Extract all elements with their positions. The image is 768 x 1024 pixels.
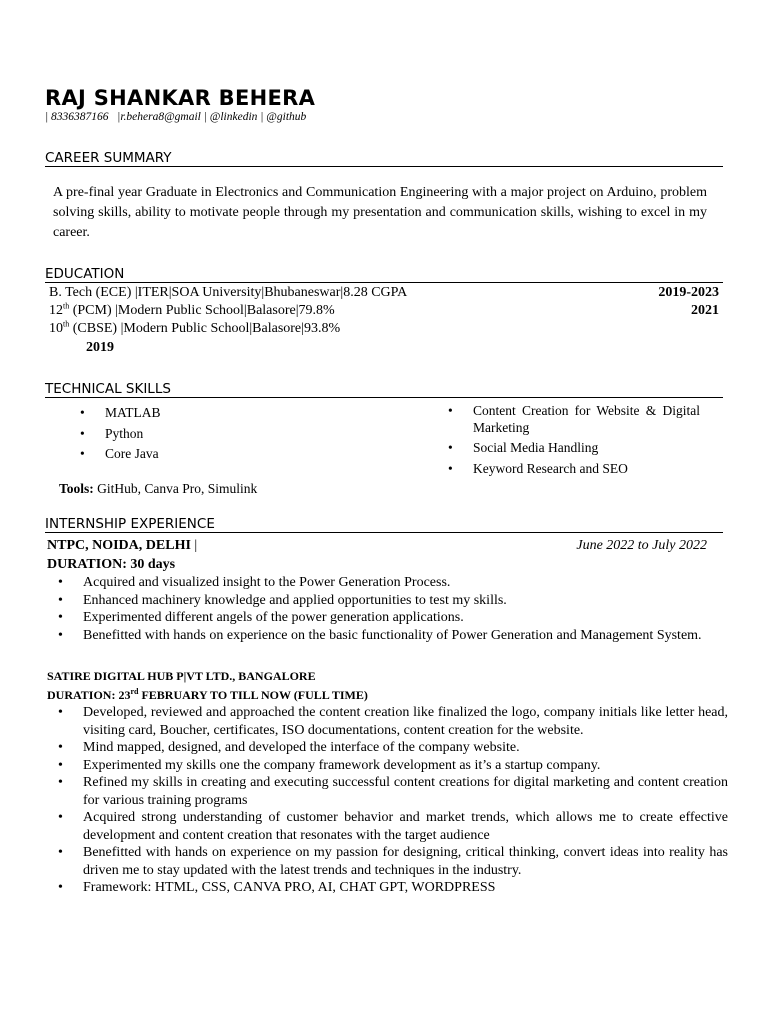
section-heading-education: EDUCATION: [45, 267, 723, 283]
ntpc-duration: DURATION: 30 days: [47, 557, 176, 572]
point-text: Benefitted with hands on experience on my passion for designing, critical thinking, convert ideas into reality has driven me to stay updated with the latest trends and techniques in the industry.: [83, 845, 728, 878]
skill-item: [448, 461, 700, 478]
skills-list-left: [80, 403, 380, 465]
list-item: [58, 627, 728, 645]
section-heading-technical-skills: TECHNICAL SKILLS: [45, 382, 723, 398]
skill-item: [448, 440, 700, 457]
ntpc-dates: June 2022 to July 2022: [576, 538, 707, 553]
section-heading-career-summary: CAREER SUMMARY: [45, 151, 723, 167]
point-text: Experimented different angels of the power generation applications.: [83, 610, 464, 625]
ntpc-points: [58, 574, 728, 644]
education-12th-sup: th: [63, 301, 70, 311]
satire-duration-pre: DURATION: 23: [47, 688, 131, 702]
bullet-icon: •: [448, 440, 453, 455]
tools-value: GitHub, Canva Pro, Simulink: [93, 481, 258, 496]
list-item: [58, 774, 728, 809]
education-10th-year: 2019: [86, 340, 114, 355]
list-item: [58, 609, 728, 627]
education-10th-num: 10: [49, 321, 63, 336]
career-summary-text: A pre-final year Graduate in Electronics and Communication Engineering with a major project on Arduino, problem solving skills, ability to motivate people through my presentation and communication skills, wishing to excel in my career.: [53, 185, 707, 240]
section-heading-internship: INTERNSHIP EXPERIENCE: [45, 517, 723, 533]
list-item: [58, 844, 728, 879]
bullet-icon: •: [58, 592, 63, 608]
education-row-10th: [49, 320, 719, 338]
skill-item: [448, 403, 700, 436]
point-text: Experimented my skills one the company framework development as it’s a startup company.: [83, 757, 601, 773]
list-item: [58, 592, 728, 610]
bullet-icon: •: [58, 810, 63, 825]
list-item: [58, 879, 728, 897]
satire-duration-sup: rd: [130, 687, 139, 696]
list-item: [58, 574, 728, 592]
list-item: [58, 739, 728, 757]
skill-label: Python: [105, 425, 144, 441]
company-ntpc-separator: |: [190, 538, 198, 553]
bullet-icon: •: [58, 845, 63, 860]
company-ntpc-name: NTPC, NOIDA, DELHI: [47, 538, 191, 553]
education-10th-text: (CBSE) |Modern Public School|Balasore|93.8%: [69, 321, 341, 336]
point-text: Developed, reviewed and approached the content creation like finalized the logo, company initials like letter head, visiting card, Boucher, certificates, ISO documentations, content creation for the website.: [83, 705, 728, 738]
skill-item: [80, 403, 380, 424]
education-10th-sup: th: [63, 319, 70, 329]
bullet-icon: •: [58, 775, 63, 790]
education-btech-year: 2019-2023: [658, 285, 719, 300]
education-12th-text: (PCM) |Modern Public School|Balasore|79.8%: [69, 303, 335, 318]
bullet-icon: •: [448, 403, 453, 418]
skill-item: [80, 444, 380, 465]
bullet-icon: •: [58, 575, 63, 590]
bullet-icon: •: [448, 460, 453, 476]
company-satire: SATIRE DIGITAL HUB P|VT LTD., BANGALORE: [47, 669, 316, 683]
skill-label: Social Media Handling: [473, 440, 599, 455]
skills-list-right: [448, 403, 700, 477]
point-text: Mind mapped, designed, and developed the interface of the company website.: [83, 740, 520, 755]
satire-duration: [47, 688, 368, 703]
education-12th-year: 2021: [691, 303, 719, 318]
point-text: Acquired and visualized insight to the Power Generation Process.: [83, 575, 451, 590]
bullet-icon: •: [80, 446, 85, 461]
company-ntpc: [47, 538, 197, 554]
bullet-icon: •: [80, 405, 85, 420]
skill-label: Core Java: [105, 446, 159, 461]
skill-label: MATLAB: [105, 405, 161, 420]
candidate-name: RAJ SHANKAR BEHERA: [45, 86, 316, 110]
skill-label: Content Creation for Website & Digital Marketing: [473, 403, 700, 435]
point-text: Benefitted with hands on experience on the basic functionality of Power Generation and Management System.: [83, 627, 702, 643]
bullet-icon: •: [80, 425, 85, 441]
point-text: Enhanced machinery knowledge and applied opportunities to test my skills.: [83, 592, 507, 608]
bullet-icon: •: [58, 740, 63, 755]
skill-label: Keyword Research and SEO: [473, 460, 628, 476]
contact-line: | 8336387166 |r.behera8@gmail | @linkedin | @github: [45, 111, 307, 123]
skill-item: [80, 424, 380, 445]
satire-points: [58, 704, 728, 897]
list-item: [58, 809, 728, 844]
point-text: Acquired strong understanding of customer behavior and market trends, which allows me to create effective development and content creation that resonates with the target audience: [83, 810, 728, 843]
list-item: [58, 704, 728, 739]
point-text: Refined my skills in creating and executing successful content creations for digital marketing and content creation for various training programs: [83, 775, 728, 808]
education-12th-num: 12: [49, 303, 63, 318]
education-btech-text: B. Tech (ECE) |ITER|SOA University|Bhubaneswar|8.28 CGPA: [49, 285, 408, 300]
satire-duration-post: FEBRUARY TO TILL NOW (FULL TIME): [138, 688, 368, 702]
list-item: [58, 757, 728, 775]
tools-label: Tools:: [59, 481, 94, 496]
bullet-icon: •: [58, 757, 63, 773]
education-row-btech: [49, 284, 719, 302]
bullet-icon: •: [58, 610, 63, 625]
bullet-icon: •: [58, 880, 63, 895]
bullet-icon: •: [58, 705, 63, 720]
bullet-icon: •: [58, 627, 63, 643]
tools-line: [59, 481, 257, 497]
education-row-12th: [49, 302, 719, 320]
point-text: Framework: HTML, CSS, CANVA PRO, AI, CHAT GPT, WORDPRESS: [83, 880, 496, 895]
